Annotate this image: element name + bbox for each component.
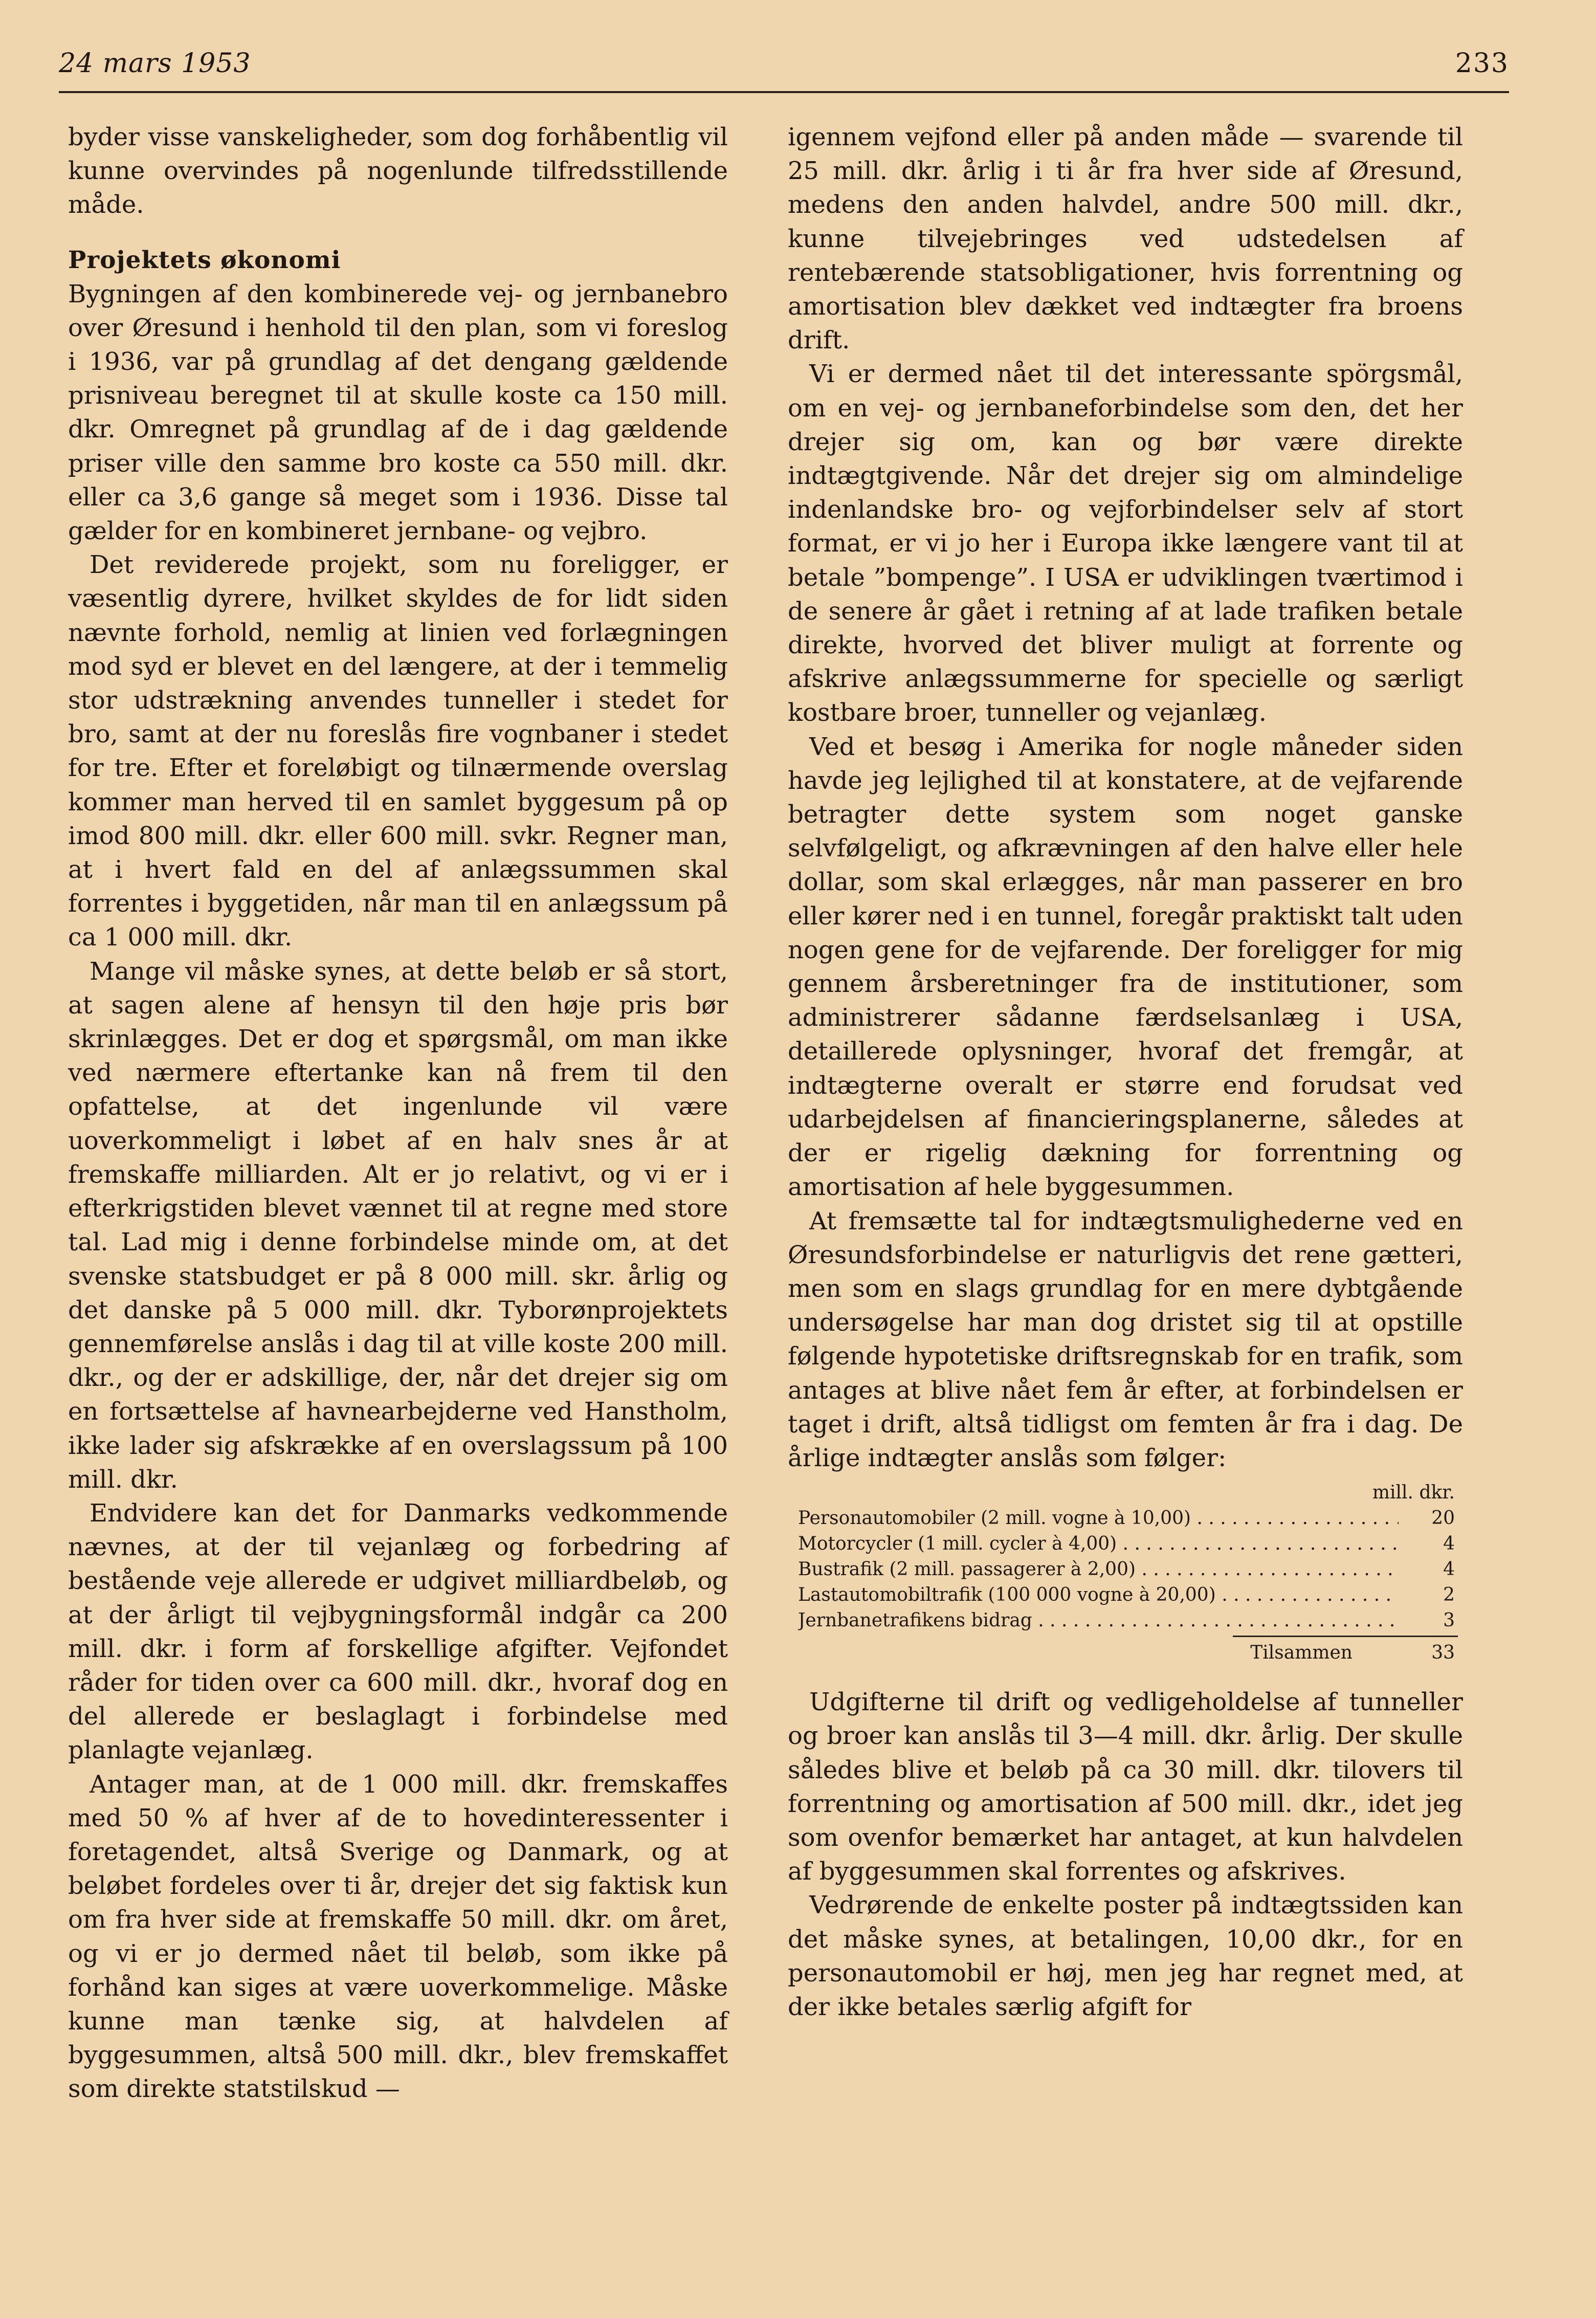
revenue-label: Bustrafik (2 mill. passagerer à 2,00) . . .: [798, 1557, 1399, 1582]
paragraph: Antager man, at de 1 000 mill. dkr. fremskaffes med 50 % af hver af de to hovedinteressenter i foretagendet, altså Sverige og Danmark, og at beløbet fordeles over ti år, drejer det sig faktisk kun om fra hver side at fremskaffe 50 mill. dkr. om året, og vi er jo dermed nået til beløb, som ikke på forhånd kan siges at være uoverkommelige. Måske kunne man tænke sig, at halvdelen af byggesummen, altså 500 mill. dkr., blev fremskaffet som direkte statstilskud —: [68, 1770, 728, 2104]
header-date: 24 mars 1953: [59, 48, 251, 79]
section-heading: Projektets økonomi: [68, 246, 341, 274]
paragraph: At fremsætte tal for indtægtsmulighederne ved en Øresundsforbindelse er naturligvis det rene gætteri, men som en slags grundlag for en mere dybtgående undersøgelse har man dog dristet sig til at opstille følgende hypotetiske driftsregnskab for en trafik, som antages at blive nået fem år efter, at forbindelsen er taget i drift, altså tidligst om femten år fra i dag. De årlige indtægter anslås som følger:: [788, 1206, 1463, 1472]
total-value: 33: [1431, 1642, 1455, 1664]
paragraph: Det reviderede projekt, som nu foreligger, er væsentlig dyrere, hvilket skyldes de for lidt siden nævnte forhold, nemlig at linien ved forlægningen mod syd er blevet en del længere, at der i temmelig stor udstrækning anvendes tunneller i stedet for bro, samt at der nu foreslås fire vognbaner i stedet for tre. Efter et foreløbigt og tilnærmende overslag kommer man herved til en samlet byggesum på op imod 800 mill. dkr. eller 600 mill. svkr. Regner man, at i hvert fald en del af anlægssummen skal forrentes i byggetiden, når man til en anlægssum på ca 1 000 mill. dkr.: [68, 550, 728, 952]
paragraph: Bygningen af den kombinerede vej- og jernbanebro over Øresund i henhold til den plan, som vi foreslog i 1936, var på grundlag af det dengang gældende prisniveau beregnet til at skulle koste ca 150 mill. dkr. Omregnet på grundlag af de i dag gældende priser ville den samme bro koste ca 550 mill. dkr. eller ca 3,6 gange så meget som i 1936. Disse tal gælder for en kombineret jernbane- og vejbro.: [68, 279, 728, 546]
total-rule: [1233, 1636, 1458, 1637]
revenue-row: [798, 1531, 1458, 1557]
paragraph: Vedrørende de enkelte poster på indtægtssiden kan det måske synes, at betalingen, 10,00 dkr., for en personautomobil er høj, men jeg har regnet med, at der ikke betales særlig afgift for: [788, 1891, 1463, 2021]
paragraph: Vi er dermed nået til det interessante spörgsmål, om en vej- og jernbaneforbindelse som den, det her drejer sig om, kan og bør være direkte indtægtgivende. Når det drejer sig om almindelige indenlandske bro- og vejforbindelser selv af stort format, er vi jo her i Europa ikke længere vant til at betale ”bompenge”. I USA er udviklingen tværtimod i de senere år gået i retning af at lade trafiken betale direkte, hvorved det bliver muligt at forrente og afskrive anlægssummerne for specielle og særligt kostbare broer, tunneller og vejanlæg.: [788, 360, 1463, 727]
paragraph: byder visse vanskeligheder, som dog forhåbentlig vil kunne overvindes på nogenlunde tilfredsstillende måde.: [68, 123, 728, 219]
revenue-total-row: [798, 1640, 1458, 1666]
revenue-label: Lastautomobiltrafik (100 000 vogne à 20,00) . . .: [798, 1582, 1399, 1608]
page-header: [59, 42, 1509, 93]
paragraph: Endvidere kan det for Danmarks vedkommende nævnes, at der til vejanlæg og forbedring af bestående veje allerede er udgivet milliardbeløb, og at der årligt til vejbygningsformål indgår ca 200 mill. dkr. i form af forskellige afgifter. Vejfondet råder for tiden over ca 600 mill. dkr., hvoraf dog en del allerede er beslaglagt i forbindelse med planlagte vejanlæg.: [68, 1498, 728, 1765]
revenue-row: [798, 1608, 1458, 1633]
revenue-row: [798, 1506, 1458, 1531]
total-label: Tilsammen: [1250, 1642, 1353, 1664]
revenue-label: Jernbanetrafikens bidrag . . .: [798, 1608, 1399, 1633]
left-column: [68, 120, 728, 2106]
paragraph: Udgifterne til drift og vedligeholdelse af tunneller og broer kan anslås til 3—4 mill. dkr. årlig. Der skulle således blive et beløb på ca 30 mill. dkr. tilovers til forrentning og amortisation af 500 mill. dkr., idet jeg som ovenfor bemærket har antaget, at kun halvdelen af byggesummen skal forrentes og afskrives.: [788, 1688, 1463, 1886]
revenue-value: 4: [1443, 1559, 1455, 1580]
revenue-table: [798, 1480, 1458, 1666]
revenue-value: 4: [1443, 1533, 1455, 1555]
revenue-label: Motorcycler (1 mill. cycler à 4,00) . . .: [798, 1531, 1399, 1557]
revenue-label: Personautomobiler (2 mill. vogne à 10,00) . . .: [798, 1506, 1399, 1531]
paragraph: igennem vejfond eller på anden måde — svarende til 25 mill. dkr. årlig i ti år fra hver side af Øresund, medens den anden halvdel, andre 500 mill. dkr., kunne tilvejebringes ved udstedelsen af rentebærende statsobligationer, hvis forrentning og amortisation blev dækket ved indtægter fra broens drift.: [788, 123, 1463, 355]
right-column: [788, 120, 1463, 2024]
revenue-value: 20: [1431, 1508, 1455, 1529]
revenue-value: 2: [1443, 1584, 1455, 1606]
paragraph: Ved et besøg i Amerika for nogle måneder siden havde jeg lejlighed til at konstatere, at de vejfarende betragter dette system som noget ganske selvfølgeligt, og afkrævningen af den halve eller hele dollar, som skal erlægges, når man passerer en bro eller kører ned i en tunnel, foregår praktiskt talt uden nogen gene for de vejfarende. Der foreligger for mig gennem årsberetninger fra de institutioner, som administrerer sådanne færdselsanlæg i USA, detaillerede oplysninger, hvoraf det fremgår, at indtægterne overalt er større end forudsat ved udarbejdelsen af financieringsplanerne, således at der er rigelig dækning for forrentning og amortisation af hele byggesummen.: [788, 732, 1463, 1202]
revenue-unit: mill. dkr.: [1372, 1482, 1455, 1504]
revenue-value: 3: [1443, 1610, 1455, 1631]
page-number: 233: [1455, 48, 1509, 79]
paragraph: Mange vil måske synes, at dette beløb er så stort, at sagen alene af hensyn til den høje pris bør skrinlægges. Det er dog et spørgsmål, om man ikke ved nærmere eftertanke kan nå frem til den opfattelse, at det ingenlunde vil være uoverkommeligt i løbet af en halv snes år at fremskaffe milliarden. Alt er jo relativt, og vi er i efterkrigstiden blevet vænnet til at regne med store tal. Lad mig i denne forbindelse minde om, at det svenske statsbudget er på 8 000 mill. skr. årlig og det danske på 5 000 mill. dkr. Tyborønprojektets gennemførelse anslås i dag til at ville koste 200 mill. dkr., og der er adskillige, der, når det drejer sig om en fortsættelse af havnearbejderne ved Hanstholm, ikke lader sig afskrække af en overslagssum på 100 mill. dkr.: [68, 957, 728, 1494]
revenue-row: [798, 1582, 1458, 1608]
revenue-row: [798, 1557, 1458, 1582]
